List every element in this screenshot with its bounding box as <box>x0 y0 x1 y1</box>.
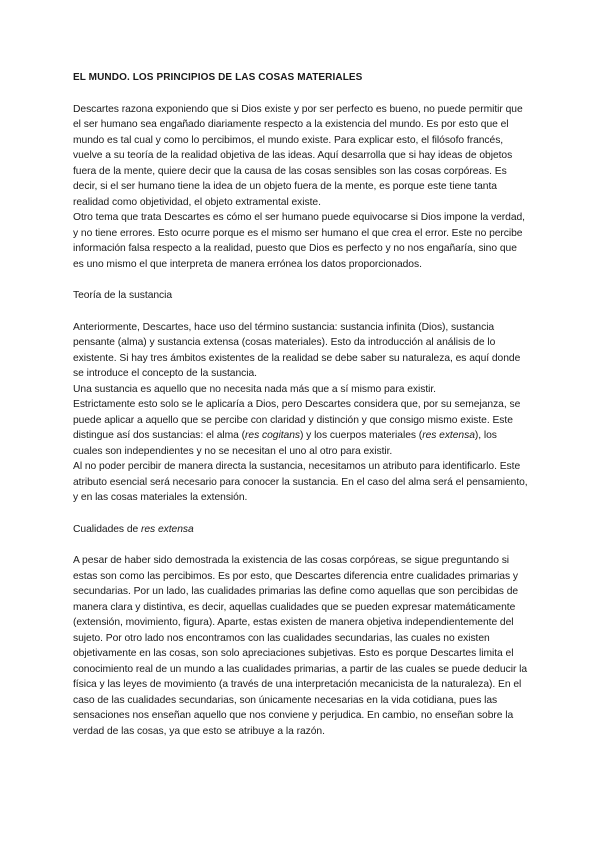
section-heading-cualidades <box>73 522 528 538</box>
sustancia-paragraph-4: Al no poder percibir de manera directa la sustancia, necesitamos un atributo para identificarlo. Este atributo esencial será necesario para conocer la sustancia. En el caso del alma será el pensamiento, y en las cosas materiales la extensión. <box>73 461 528 503</box>
cualidades-heading-term: res extensa <box>141 523 194 535</box>
sustancia-p3-text-3: ), los cuales son independientes y no se necesitan el uno al otro para existir. <box>73 430 497 457</box>
intro-paragraph-2: Otro tema que trata Descartes es cómo el ser humano puede equivocarse si Dios impone la verdad, y no tiene errores. Esto ocurre porque es el mismo ser humano el que crea el error. Este no percibe información falsa respecto a la realidad, puesto que Dios es perfecto y no nos engañaría, sino que es uno mismo el que interpreta de manera errónea los datos proporcionados. <box>73 212 525 270</box>
section-heading-sustancia: Teoría de la sustancia <box>73 290 173 301</box>
sustancia-p3-text-1: Estrictamente esto solo se le aplicaría a Dios, pero Descartes considera que, por su semejanza, se puede aplicar a aquello que se percibe con claridad y distinción y que consigo mismo existe. Este distingue así dos sustancias: el alma ( <box>73 399 521 441</box>
intro-paragraph-1: Descartes razona exponiendo que si Dios existe y por ser perfecto es bueno, no puede permitir que el ser humano sea engañado diariamente respecto a la existencia del mundo. Es por esto que el mundo es tal cual y como lo percibimos, el mundo existe. Para explicar esto, el filósofo francés, vuelve a su teoría de la realidad objetiva de las ideas. Aquí desarrolla que si hay ideas de objetos fuera de la mente, quiere decir que la causa de las cosas sensibles son las cosas corpóreas. Es decir, si el ser humano tiene la idea de un objeto fuera de la mente, es porque este tiene tanta realidad como objetividad, el objeto extramental existe. <box>73 103 523 208</box>
sustancia-p3-text-2: ) y los cuerpos materiales ( <box>299 430 423 441</box>
sustancia-paragraph-3 <box>73 397 528 459</box>
cualidades-paragraph-1: A pesar de haber sido demostrada la existencia de las cosas corpóreas, se sigue preguntando si estas son como las percibimos. Es por esto, que Descartes diferencia entre cualidades primarias y secundarias. Por un lado, las cualidades primarias las define como aquellas que son percibidas de manera clara y distintiva, es decir, aquellas cualidades que se pueden expresar matemáticamente (extensión, movimiento, figura). Aparte, estas existen de manera objetiva independientemente del sujeto. Por otro lado nos encontramos con las cualidades secundarias, las cuales no existen objetivamente en las cosas, son solo apreciaciones subjetivas. Esto es porque Descartes limita el conocimiento real de un mundo a las cualidades primarias, a partir de las cuales se puede deducir la física y las leyes de movimiento (a través de una interpretación mecanicista de la naturaleza). En el caso de las cualidades secundarias, son únicamente necesarias en la vida cotidiana, pues las sensaciones nos enseñan aquello que nos conviene y perjudica. En cambio, no enseñan sobre la verdad de las cosas, ya que esto se atribuye a la razón. <box>73 555 528 737</box>
cualidades-heading-text: Cualidades de <box>73 523 141 535</box>
sustancia-paragraph-2: Una sustancia es aquello que no necesita nada más que a sí mismo para existir. <box>73 383 436 395</box>
sustancia-paragraph-1: Anteriormente, Descartes, hace uso del término sustancia: sustancia infinita (Dios), sustancia pensante (alma) y sustancia extensa (cosas materiales). Esto da introducción al análisis de lo existente. Si hay tres ámbitos existentes de la realidad se debe saber su naturaleza, es aquí donde se introduce el concepto de la sustancia. <box>73 321 521 379</box>
document-page <box>73 70 528 739</box>
document-title: EL MUNDO. LOS PRINCIPIOS DE LAS COSAS MATERIALES <box>73 72 363 83</box>
res-cogitans-term: res cogitans <box>245 430 300 441</box>
res-extensa-term: res extensa <box>422 430 475 441</box>
